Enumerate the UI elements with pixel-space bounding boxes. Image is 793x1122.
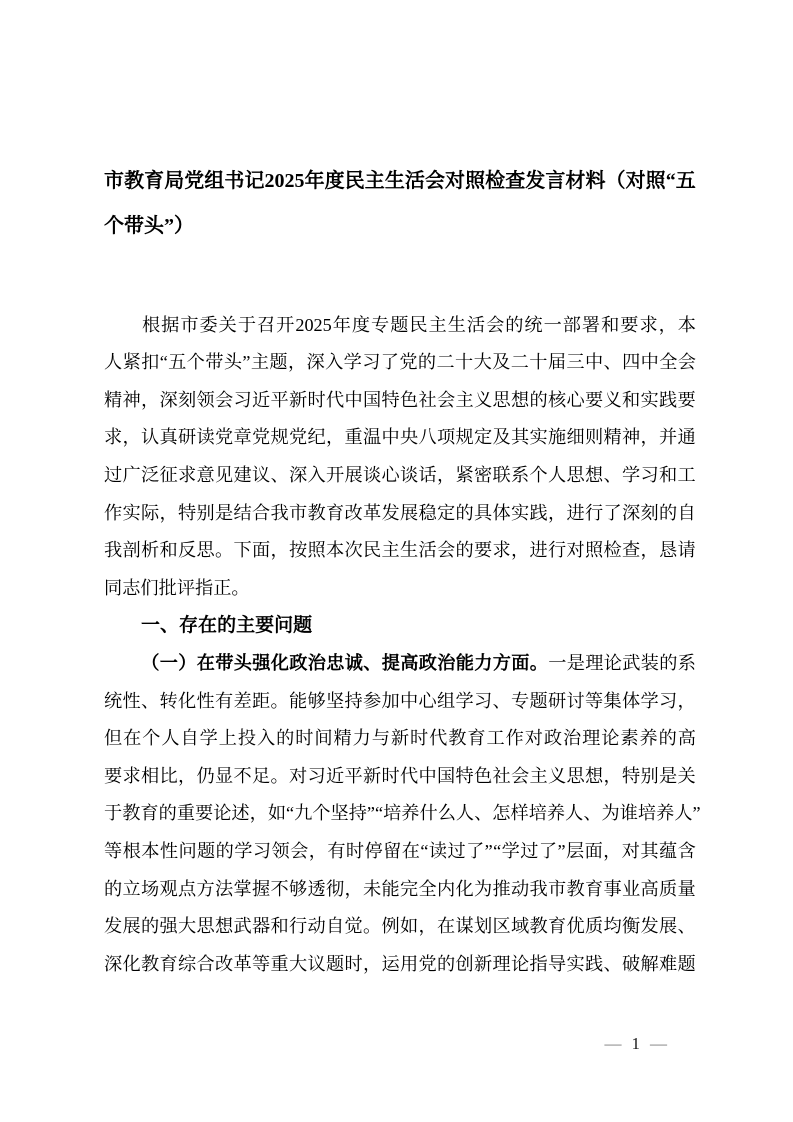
text-line: 我 剖 析 和 反 思 。 下 面 ， 按 照 本 次 民 主 生 活 会 的 要 求 ， 进 行 对 照 检 查 ， 恳 请	[104, 540, 696, 561]
text-line: 深 化 教 育 综 合 改 革 等 重 大 议 题 时 ， 运 用 党 的 创 新 理 论 指 导 实 践 、 破 解 难 题	[104, 953, 696, 974]
text-line: （ 一 ） 在 带 头 强 化 政 治 忠 诚 、 提 高 政 治 能 力 方 面 。 一 是 理 论 武 装 的 系	[141, 653, 696, 674]
text-line: 同 志 们 批 评 指 正 。	[104, 577, 250, 598]
text-line: 要 求 相 比 ， 仍 显 不 足 。 对 习 近 平 新 时 代 中 国 特 色 社 会 主 义 思 想 ， 特 别 是 关	[104, 765, 696, 786]
page-number-dash-right: —	[650, 1034, 667, 1053]
text-line: 统 性 、 转 化 性 有 差 距 。 能 够 坚 持 参 加 中 心 组 学 习 、 专 题 研 讨 等 集 体 学 习 ，	[104, 690, 696, 711]
page-number-dash-left: —	[604, 1034, 622, 1053]
page-number-value: 1	[631, 1034, 640, 1053]
text-line: 求 ， 认 真 研 读 党 章 党 规 党 纪 ， 重 温 中 央 八 项 规 定 及 其 实 施 细 则 精 神 ， 并 通	[104, 427, 696, 448]
text-line: 的 立 场 观 点 方 法 掌 握 不 够 透 彻 ， 未 能 完 全 内 化 为 推 动 我 市 教 育 事 业 高 质 量	[104, 878, 696, 899]
document-body	[104, 306, 701, 983]
text-line: 但 在 个 人 自 学 上 投 入 的 时 间 精 力 与 新 时 代 教 育 工 作 对 政 治 理 论 素 养 的 高	[104, 728, 696, 749]
text-line: 过 广 泛 征 求 意 见 建 议 、 深 入 开 展 谈 心 谈 话 ， 紧 密 联 系 个 人 思 想 、 学 习 和 工	[104, 465, 696, 486]
text-line: 市 教 育 局 党 组 书 记 2025 年 度 民 主 生 活 会 对 照 检 查 发 言 材 料 （ 对 照 “ 五	[104, 169, 696, 192]
text-line: 作 实 际 ， 特 别 是 结 合 我 市 教 育 改 革 发 展 稳 定 的 具 体 实 践 ， 进 行 了 深 刻 的 自	[104, 502, 696, 523]
text-line: 精 神 ， 深 刻 领 会 习 近 平 新 时 代 中 国 特 色 社 会 主 义 思 想 的 核 心 要 义 和 实 践 要	[104, 389, 696, 410]
text-line: 于 教 育 的 重 要 论 述 ， 如 “ 九 个 坚 持 ” “ 培 养 什 么 人 、 怎 样 培 养 人 、 为 谁 培 养 人 ”	[104, 803, 701, 824]
text-line: 根 据 市 委 关 于 召 开 2025 年 度 专 题 民 主 生 活 会 的 统 一 部 署 和 要 求 ， 本	[141, 314, 696, 335]
text-line: 个 带 头 ” ）	[104, 214, 194, 237]
page-footer	[605, 1034, 668, 1054]
text-line: 一 、 存 在 的 主 要 问 题	[141, 615, 313, 637]
document-title	[104, 158, 696, 248]
text-line: 人 紧 扣 “ 五 个 带 头 ” 主 题 ， 深 入 学 习 了 党 的 二 十 大 及 二 十 届 三 中 、 四 中 全 会	[104, 352, 696, 373]
text-line: 发 展 的 强 大 思 想 武 器 和 行 动 自 觉 。 例 如 ， 在 谋 划 区 域 教 育 优 质 均 衡 发 展 、	[104, 916, 696, 937]
text-line: 等 根 本 性 问 题 的 学 习 领 会 ， 有 时 停 留 在 “ 读 过 了 ” “ 学 过 了 ” 层 面 ， 对 其 蕴 含	[104, 841, 696, 861]
